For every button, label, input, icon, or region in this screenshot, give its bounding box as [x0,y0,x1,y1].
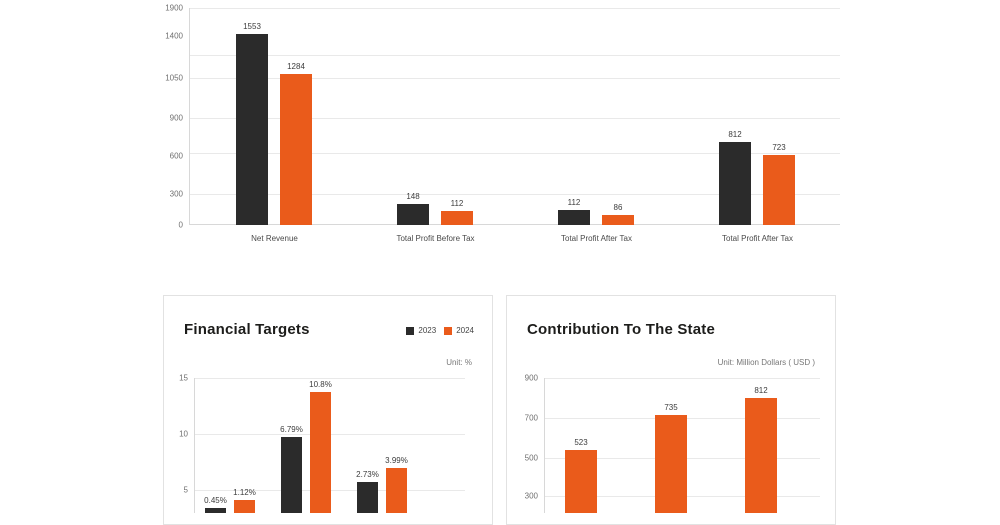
y-tick-label: 300 [169,189,183,199]
bar-value-label: 812 [754,386,768,395]
gridline [195,378,465,379]
bar-value-label: 723 [772,143,786,152]
y-tick-label: 900 [169,113,183,123]
bar-value-label: 112 [567,198,581,207]
y-tick-label: 5 [183,485,188,495]
y-tick-label: 600 [169,151,183,161]
bar-value-label: 735 [664,403,678,412]
bar [236,22,268,225]
bar-value-label: 112 [450,199,464,208]
bar-value-label: 0.45% [204,496,227,505]
bar [763,143,795,225]
bar [602,203,634,225]
bar-value-label: 10.8% [309,380,332,389]
card-title: Financial Targets [184,321,310,338]
card-title: Contribution To The State [527,321,716,338]
gridline [190,8,840,9]
legend-swatch-icon [406,327,414,335]
bar [280,425,303,513]
category-label: Net Revenue [251,234,298,243]
y-tick-label: 300 [524,491,538,501]
y-tick-label: 1400 [165,31,183,41]
y-tick-label: 900 [524,373,538,383]
legend-swatch-icon [444,327,452,335]
bar-value-label: 86 [613,203,623,212]
y-tick-label: 0 [178,220,183,230]
bar-value-label: 1.12% [233,488,256,497]
legend-item-2023 [406,326,436,335]
legend-label: 2023 [418,326,437,335]
chart-legend [406,326,474,335]
y-tick-label: 1050 [165,73,183,83]
bar [745,386,777,513]
category-label: Total Profit After Tax [561,234,632,243]
category-anchor [561,224,632,243]
bar [309,380,332,513]
category-label: Total Profit After Tax [722,234,793,243]
bar [655,403,687,513]
y-tick-label: 10 [179,429,188,439]
contribution-plot-area [524,373,820,513]
bar-value-label: 3.99% [385,456,408,465]
bar [385,456,408,513]
bar-value-label: 1284 [287,62,305,71]
y-tick-label: 1900 [165,3,183,13]
bar-value-label: 2.73% [356,470,379,479]
unit-note: Unit: % [446,358,472,367]
bar [397,192,429,225]
bar-value-label: 1553 [243,22,261,31]
gridline [545,378,820,379]
bar [558,198,590,225]
category-anchor [396,224,475,243]
category-label: Total Profit Before Tax [396,234,475,243]
legend-item-2024 [444,326,474,335]
financial-targets-plot-area [179,373,465,513]
gridline [190,55,840,56]
category-anchor [251,224,298,243]
y-tick-label: 700 [524,413,538,423]
y-tick-label: 500 [524,453,538,463]
unit-note: Unit: Million Dollars ( USD ) [717,358,815,367]
bar-value-label: 148 [406,192,420,201]
top-chart-plot-area [165,3,840,243]
bar [280,62,312,225]
bar [719,130,751,225]
y-tick-label: 15 [179,373,188,383]
bar [356,470,379,513]
bar-value-label: 812 [728,130,742,139]
category-anchor [722,224,793,243]
bar-value-label: 523 [574,438,588,447]
legend-label: 2024 [456,326,474,335]
bar-value-label: 6.79% [280,425,303,434]
bar [233,488,256,513]
bar [441,199,473,225]
bar [565,438,597,513]
